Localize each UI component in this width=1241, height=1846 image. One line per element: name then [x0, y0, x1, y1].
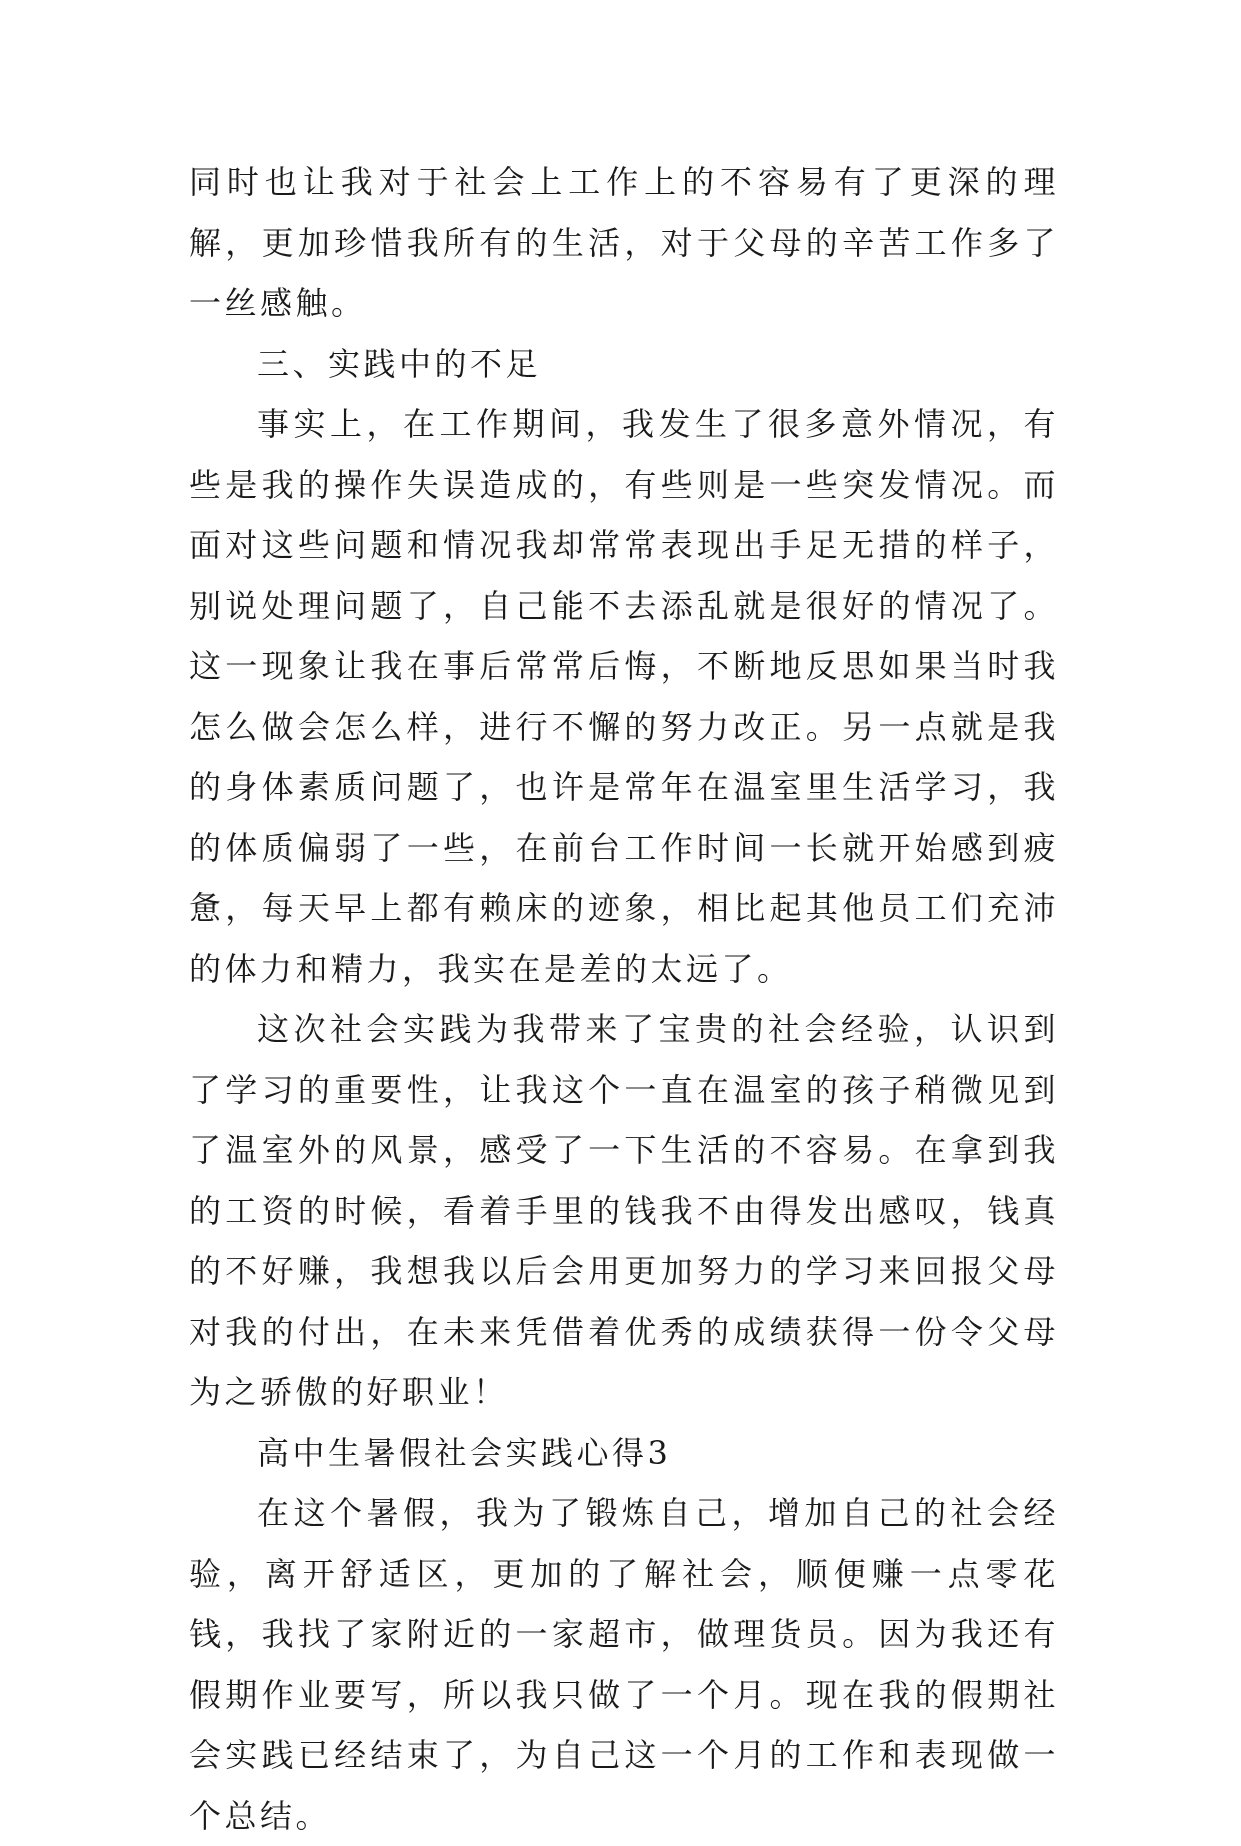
paragraph-essay-3-intro: 在这个暑假，我为了锻炼自己，增加自己的社会经验，离开舒适区，更加的了解社会，顺便赚一点零花钱，我找了家附近的一家超市，做理货员。因为我还有假期作业要写，所以我只做了一个月。现在我的假期社会实践已经结束了，为自己这一个月的工作和表现做一个总结。 [189, 1494, 1059, 1835]
essay-title-3: 高中生暑假社会实践心得3 [257, 1433, 672, 1472]
paragraph-conclusion: 这次社会实践为我带来了宝贵的社会经验，认识到了学习的重要性，让我这个一直在温室的孩子稍微见到了温室外的风景，感受了一下生活的不容易。在拿到我的工资的时候，看着手里的钱我不由得发出感叹，钱真的不好赚，我想我以后会用更加努力的学习来回报父母对我的付出，在未来凭借着优秀的成绩获得一份令父母为之骄傲的好职业！ [189, 1010, 1059, 1411]
section-heading-shortcomings: 三、实践中的不足 [257, 344, 542, 383]
document-body [189, 152, 1059, 1846]
paragraph-shortcomings: 事实上，在工作期间，我发生了很多意外情况，有些是我的操作失误造成的，有些则是一些突发情况。而面对这些问题和情况我却常常表现出手足无措的样子，别说处理问题了，自己能不去添乱就是很好的情况了。这一现象让我在事后常常后悔，不断地反思如果当时我怎么做会怎么样，进行不懈的努力改正。另一点就是我的身体素质问题了，也许是常年在温室里生活学习，我的体质偏弱了一些，在前台工作时间一长就开始感到疲惫，每天早上都有赖床的迹象，相比起其他员工们充沛的体力和精力，我实在是差的太远了。 [189, 405, 1059, 988]
paragraph-continuation: 同时也让我对于社会上工作上的不容易有了更深的理解，更加珍惜我所有的生活，对于父母的辛苦工作多了一丝感触。 [189, 163, 1059, 322]
